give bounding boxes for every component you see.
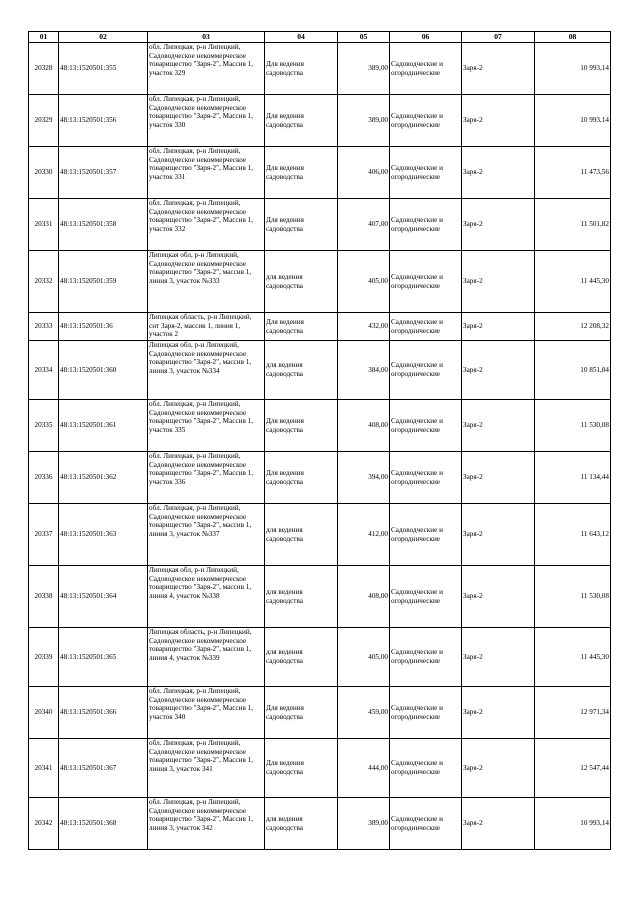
cell-land-category: Садоводческие и огороднические	[390, 566, 462, 628]
cell-area: 406,00	[338, 147, 390, 199]
column-header-07: 07	[462, 32, 535, 43]
table-row	[29, 798, 611, 850]
table-body	[29, 43, 611, 850]
cell-area: 459,00	[338, 687, 390, 739]
cell-cadastral-value: 12 208,32	[535, 313, 611, 341]
cell-area: 405,00	[338, 251, 390, 313]
cell-row-number: 20336	[29, 452, 59, 504]
cell-permitted-use: Для ведения садоводства	[265, 95, 338, 147]
cell-cadastral-number: 48:13:1520501:365	[59, 628, 148, 687]
cell-address	[148, 504, 265, 566]
address-text: обл. Липецкая, р-н Липецкий, Садоводческое некоммерческое товарищество "Заря-2", Массив 1, участок 330	[149, 95, 254, 129]
cell-cadastral-value: 11 473,56	[535, 147, 611, 199]
address-text: Липецкая обл, р-н Липецкий, Садоводческое некоммерческое товарищество "Заря-2", массив 1, линия 4, участок №338	[149, 566, 252, 600]
cell-land-category: Садоводческие и огороднические	[390, 687, 462, 739]
column-header-05: 05	[338, 32, 390, 43]
cell-society-name: Заря-2	[462, 628, 535, 687]
table-row	[29, 199, 611, 251]
cell-permitted-use: Для ведения садоводства	[265, 452, 338, 504]
cell-row-number: 20338	[29, 566, 59, 628]
cell-row-number: 20340	[29, 687, 59, 739]
cell-society-name: Заря-2	[462, 147, 535, 199]
address-text: обл. Липецкая, р-н Липецкий, Садоводческое некоммерческое товарищество "Заря-2", Массив 1, участок 336	[149, 452, 254, 486]
column-header-06: 06	[390, 32, 462, 43]
cell-permitted-use: Для ведения садоводства	[265, 43, 338, 95]
cell-row-number: 20328	[29, 43, 59, 95]
cell-society-name: Заря-2	[462, 43, 535, 95]
cell-row-number: 20339	[29, 628, 59, 687]
cell-area: 405,00	[338, 628, 390, 687]
cell-permitted-use: для ведения садоводства	[265, 251, 338, 313]
cell-society-name: Заря-2	[462, 95, 535, 147]
cell-row-number: 20333	[29, 313, 59, 341]
cell-address	[148, 798, 265, 850]
cell-cadastral-number: 48:13:1520501:362	[59, 452, 148, 504]
cell-address	[148, 400, 265, 452]
cell-land-category: Садоводческие и огороднические	[390, 739, 462, 798]
cell-land-category: Садоводческие и огороднические	[390, 313, 462, 341]
cell-row-number: 20330	[29, 147, 59, 199]
address-text: обл. Липецкая, р-н Липецкий, Садоводческое некоммерческое товарищество "Заря-2", массив 1, линия 3, участок №337	[149, 504, 252, 538]
cell-land-category: Садоводческие и огороднические	[390, 504, 462, 566]
cell-address	[148, 313, 265, 341]
cell-cadastral-number: 48:13:1520501:359	[59, 251, 148, 313]
cell-address	[148, 341, 265, 400]
cell-area: 389,00	[338, 43, 390, 95]
column-header-01: 01	[29, 32, 59, 43]
cell-society-name: Заря-2	[462, 313, 535, 341]
cell-address	[148, 251, 265, 313]
cell-land-category: Садоводческие и огороднические	[390, 452, 462, 504]
cell-cadastral-number: 48:13:1520501:356	[59, 95, 148, 147]
cell-row-number: 20337	[29, 504, 59, 566]
table-row	[29, 251, 611, 313]
cell-cadastral-value: 10 993,14	[535, 43, 611, 95]
cell-society-name: Заря-2	[462, 452, 535, 504]
cell-area: 407,00	[338, 199, 390, 251]
column-header-02: 02	[59, 32, 148, 43]
cell-cadastral-value: 11 445,30	[535, 628, 611, 687]
cell-address	[148, 739, 265, 798]
cell-area: 408,00	[338, 400, 390, 452]
cell-area: 444,00	[338, 739, 390, 798]
cell-cadastral-value: 11 643,12	[535, 504, 611, 566]
cell-permitted-use: для ведения садоводства	[265, 566, 338, 628]
address-text: обл. Липецкая, р-н Липецкий, Садоводческое некоммерческое товарищество "Заря-2", Массив 1, линия 3, участок 341	[149, 739, 254, 773]
cell-permitted-use: Для ведения садоводства	[265, 147, 338, 199]
cell-society-name: Заря-2	[462, 687, 535, 739]
table-row	[29, 739, 611, 798]
cell-area: 432,00	[338, 313, 390, 341]
cell-permitted-use: Для ведения садоводства	[265, 313, 338, 341]
column-header-03: 03	[148, 32, 265, 43]
cell-cadastral-number: 48:13:1520501:363	[59, 504, 148, 566]
address-text: Липецкая область, р-н Липецкий, снт Заря-2, массив 1, линия 1, участок 2	[149, 313, 252, 339]
cell-row-number: 20331	[29, 199, 59, 251]
address-text: обл. Липецкая, р-н Липецкий, Садоводческое некоммерческое товарищество "Заря-2", Массив 1, участок 332	[149, 199, 254, 233]
table-row	[29, 95, 611, 147]
cell-address	[148, 687, 265, 739]
cell-permitted-use: для ведения садоводства	[265, 504, 338, 566]
cell-land-category: Садоводческие и огороднические	[390, 95, 462, 147]
cell-cadastral-number: 48:13:1520501:366	[59, 687, 148, 739]
cell-address	[148, 95, 265, 147]
cell-permitted-use: Для ведения садоводства	[265, 400, 338, 452]
address-text: обл. Липецкая, р-н Липецкий, Садоводческое некоммерческое товарищество "Заря-2", Массив 1, участок 340	[149, 687, 254, 721]
cell-society-name: Заря-2	[462, 798, 535, 850]
address-text: обл. Липецкая, р-н Липецкий, Садоводческое некоммерческое товарищество "Заря-2", Массив 1, участок 329	[149, 43, 254, 77]
cell-cadastral-value: 12 547,44	[535, 739, 611, 798]
cell-row-number: 20335	[29, 400, 59, 452]
cell-permitted-use: Для ведения садоводства	[265, 687, 338, 739]
cell-land-category: Садоводческие и огороднические	[390, 43, 462, 95]
cell-area: 408,00	[338, 566, 390, 628]
cell-row-number: 20329	[29, 95, 59, 147]
land-registry-table	[28, 31, 611, 850]
cell-cadastral-value: 12 971,34	[535, 687, 611, 739]
cell-society-name: Заря-2	[462, 251, 535, 313]
cell-cadastral-number: 48:13:1520501:368	[59, 798, 148, 850]
table-row	[29, 628, 611, 687]
cell-land-category: Садоводческие и огороднические	[390, 199, 462, 251]
cell-land-category: Садоводческие и огороднические	[390, 341, 462, 400]
cell-cadastral-number: 48:13:1520501:36	[59, 313, 148, 341]
cell-address	[148, 43, 265, 95]
cell-address	[148, 628, 265, 687]
cell-cadastral-value: 10 993,14	[535, 95, 611, 147]
cell-area: 394,00	[338, 452, 390, 504]
cell-cadastral-value: 10 993,14	[535, 798, 611, 850]
cell-area: 384,00	[338, 341, 390, 400]
address-text: Липецкая обл, р-н Липецкий, Садоводческое некоммерческое товарищество "Заря-2", массив 1, линия 3, участок №334	[149, 341, 252, 375]
table-row	[29, 43, 611, 95]
cell-society-name: Заря-2	[462, 504, 535, 566]
cell-land-category: Садоводческие и огороднические	[390, 251, 462, 313]
table-row	[29, 504, 611, 566]
cell-permitted-use: для ведения садоводства	[265, 798, 338, 850]
table-row	[29, 566, 611, 628]
cell-address	[148, 199, 265, 251]
cell-cadastral-value: 11 134,44	[535, 452, 611, 504]
cell-row-number: 20332	[29, 251, 59, 313]
cell-cadastral-number: 48:13:1520501:364	[59, 566, 148, 628]
cell-cadastral-number: 48:13:1520501:360	[59, 341, 148, 400]
cell-cadastral-number: 48:13:1520501:355	[59, 43, 148, 95]
cell-cadastral-number: 48:13:1520501:361	[59, 400, 148, 452]
cell-land-category: Садоводческие и огороднические	[390, 798, 462, 850]
cell-cadastral-value: 11 445,30	[535, 251, 611, 313]
cell-permitted-use: для ведения садоводства	[265, 341, 338, 400]
cell-row-number: 20341	[29, 739, 59, 798]
cell-permitted-use: Для ведения садоводства	[265, 199, 338, 251]
cell-cadastral-number: 48:13:1520501:367	[59, 739, 148, 798]
table-row	[29, 400, 611, 452]
cell-cadastral-value: 11 530,08	[535, 566, 611, 628]
cell-address	[148, 147, 265, 199]
cell-cadastral-value: 11 530,08	[535, 400, 611, 452]
address-text: обл. Липецкая, р-н Липецкий, Садоводческое некоммерческое товарищество "Заря-2", Массив 1, линия 3, участок 342	[149, 798, 254, 832]
cell-address	[148, 452, 265, 504]
cell-address	[148, 566, 265, 628]
cell-row-number: 20342	[29, 798, 59, 850]
column-header-08: 08	[535, 32, 611, 43]
address-text: Липецкая область, р-н Липецкий, Садоводческое некоммерческое товарищество "Заря-2", массив 1, линия 4, участок №339	[149, 628, 252, 662]
header-row	[29, 32, 611, 43]
cell-cadastral-number: 48:13:1520501:358	[59, 199, 148, 251]
cell-permitted-use: Для ведения садоводства	[265, 739, 338, 798]
table-row	[29, 313, 611, 341]
table-row	[29, 452, 611, 504]
table-row	[29, 147, 611, 199]
cell-society-name: Заря-2	[462, 739, 535, 798]
cell-cadastral-value: 11 501,82	[535, 199, 611, 251]
table-row	[29, 341, 611, 400]
address-text: Липецкая обл, р-н Липецкий, Садоводческое некоммерческое товарищество "Заря-2", массив 1, линия 3, участок №333	[149, 251, 252, 285]
cell-area: 412,00	[338, 504, 390, 566]
cell-society-name: Заря-2	[462, 341, 535, 400]
cell-land-category: Садоводческие и огороднические	[390, 147, 462, 199]
cell-cadastral-value: 10 851,84	[535, 341, 611, 400]
address-text: обл. Липецкая, р-н Липецкий, Садоводческое некоммерческое товарищество "Заря-2", Массив 1, участок 335	[149, 400, 254, 434]
column-header-04: 04	[265, 32, 338, 43]
cell-society-name: Заря-2	[462, 566, 535, 628]
cell-cadastral-number: 48:13:1520501:357	[59, 147, 148, 199]
cell-land-category: Садоводческие и огороднические	[390, 628, 462, 687]
cell-permitted-use: для ведения садоводства	[265, 628, 338, 687]
cell-area: 389,00	[338, 798, 390, 850]
cell-row-number: 20334	[29, 341, 59, 400]
cell-area: 389,00	[338, 95, 390, 147]
table-row	[29, 687, 611, 739]
cell-society-name: Заря-2	[462, 199, 535, 251]
address-text: обл. Липецкая, р-н Липецкий, Садоводческое некоммерческое товарищество "Заря-2", Массив 1, участок 331	[149, 147, 254, 181]
cell-land-category: Садоводческие и огороднические	[390, 400, 462, 452]
cell-society-name: Заря-2	[462, 400, 535, 452]
